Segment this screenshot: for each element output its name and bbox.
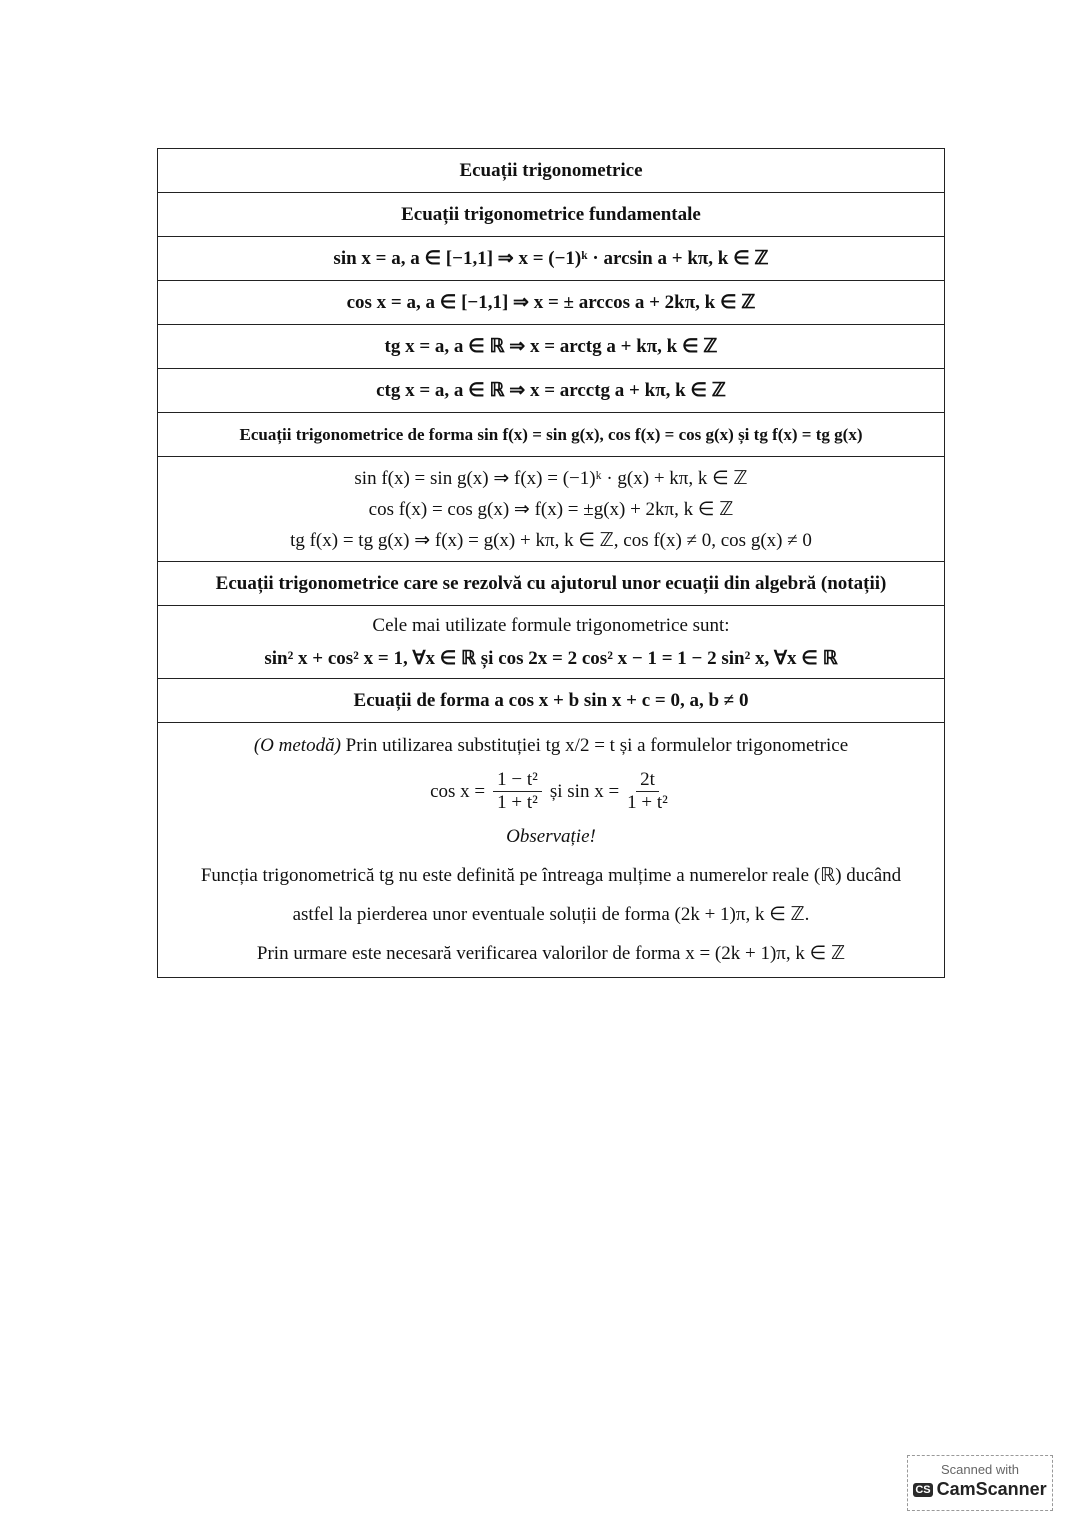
section-heading-algebra: Ecuații trigonometrice care se rezolvă cu ajutorul unor ecuații din algebră (notații) xyxy=(158,562,944,606)
method-block xyxy=(158,723,944,977)
formula-ctg: ctg x = a, a ∈ ℝ ⇒ x = arcctg a + kπ, k ∈ ℤ xyxy=(158,369,944,413)
formula-tg-fg: tg f(x) = tg g(x) ⇒ f(x) = g(x) + kπ, k ∈ ℤ, cos f(x) ≠ 0, cos g(x) ≠ 0 xyxy=(290,529,812,551)
sin-fraction xyxy=(627,769,668,814)
fg-formulas xyxy=(158,457,944,562)
note-line: Prin urmare este necesară verificarea valorilor de forma x = (2k + 1)π, k ∈ ℤ xyxy=(256,943,846,964)
formula-cos: cos x = a, a ∈ [−1,1] ⇒ x = ± arccos a + 2kπ, k ∈ ℤ xyxy=(158,281,944,325)
method-label: (O metodă) xyxy=(253,735,341,756)
formula-sin: sin x = a, a ∈ [−1,1] ⇒ x = (−1)ᵏ · arcsin a + kπ, k ∈ ℤ xyxy=(158,237,944,281)
identities xyxy=(158,606,944,679)
method-text: Prin utilizarea substituției tg x/2 = t și a formulelor trigonometrice xyxy=(345,735,849,756)
watermark-name: CamScanner xyxy=(936,1479,1047,1499)
section-heading-fg: Ecuații trigonometrice de forma sin f(x) = sin g(x), cos f(x) = cos g(x) și tg f(x) = tg g(x) xyxy=(158,413,944,457)
table-title: Ecuații trigonometrice xyxy=(158,149,944,193)
formula-sin-fg: sin f(x) = sin g(x) ⇒ f(x) = (−1)ᵏ · g(x) + kπ, k ∈ ℤ xyxy=(354,467,748,489)
watermark-brand xyxy=(908,1479,1052,1500)
substitution-formulas xyxy=(430,769,672,814)
formula-tg: tg x = a, a ∈ ℝ ⇒ x = arctg a + kπ, k ∈ ℤ xyxy=(158,325,944,369)
method-line xyxy=(254,735,848,757)
formula-cos-fg: cos f(x) = cos g(x) ⇒ f(x) = ±g(x) + 2kπ, k ∈ ℤ xyxy=(368,498,734,520)
cos-numerator: 1 − t² xyxy=(493,769,542,792)
section-heading-fundamental: Ecuații trigonometrice fundamentale xyxy=(158,193,944,237)
watermark-caption: Scanned with xyxy=(940,1462,1020,1477)
cos-denominator: 1 + t² xyxy=(497,792,538,813)
section-heading-linear: Ecuații de forma a cos x + b sin x + c = 0, a, b ≠ 0 xyxy=(158,679,944,723)
camscanner-watermark xyxy=(907,1455,1053,1511)
note-line: astfel la pierderea unor eventuale soluții de forma (2k + 1)π, k ∈ ℤ. xyxy=(292,904,810,925)
cos-lhs: cos x = xyxy=(430,780,486,802)
sin-numerator: 2t xyxy=(636,769,659,792)
cos-fraction xyxy=(493,769,542,814)
sin-denominator: 1 + t² xyxy=(627,792,668,813)
connector: și sin x = xyxy=(549,780,620,802)
observation-label: Observație! xyxy=(506,826,596,847)
note-line: Funcția trigonometrică tg nu este definită pe întreaga mulțime a numerelor reale (ℝ) ducând xyxy=(200,865,902,886)
trig-equations-table xyxy=(157,148,945,978)
identities-intro: Cele mai utilizate formule trigonometrice sunt: xyxy=(372,614,730,636)
camscanner-logo-icon: CS xyxy=(915,1483,931,1496)
identities-formula: sin² x + cos² x = 1, ∀x ∈ ℝ și cos 2x = 2 cos² x − 1 = 1 − 2 sin² x, ∀x ∈ ℝ xyxy=(264,647,838,669)
